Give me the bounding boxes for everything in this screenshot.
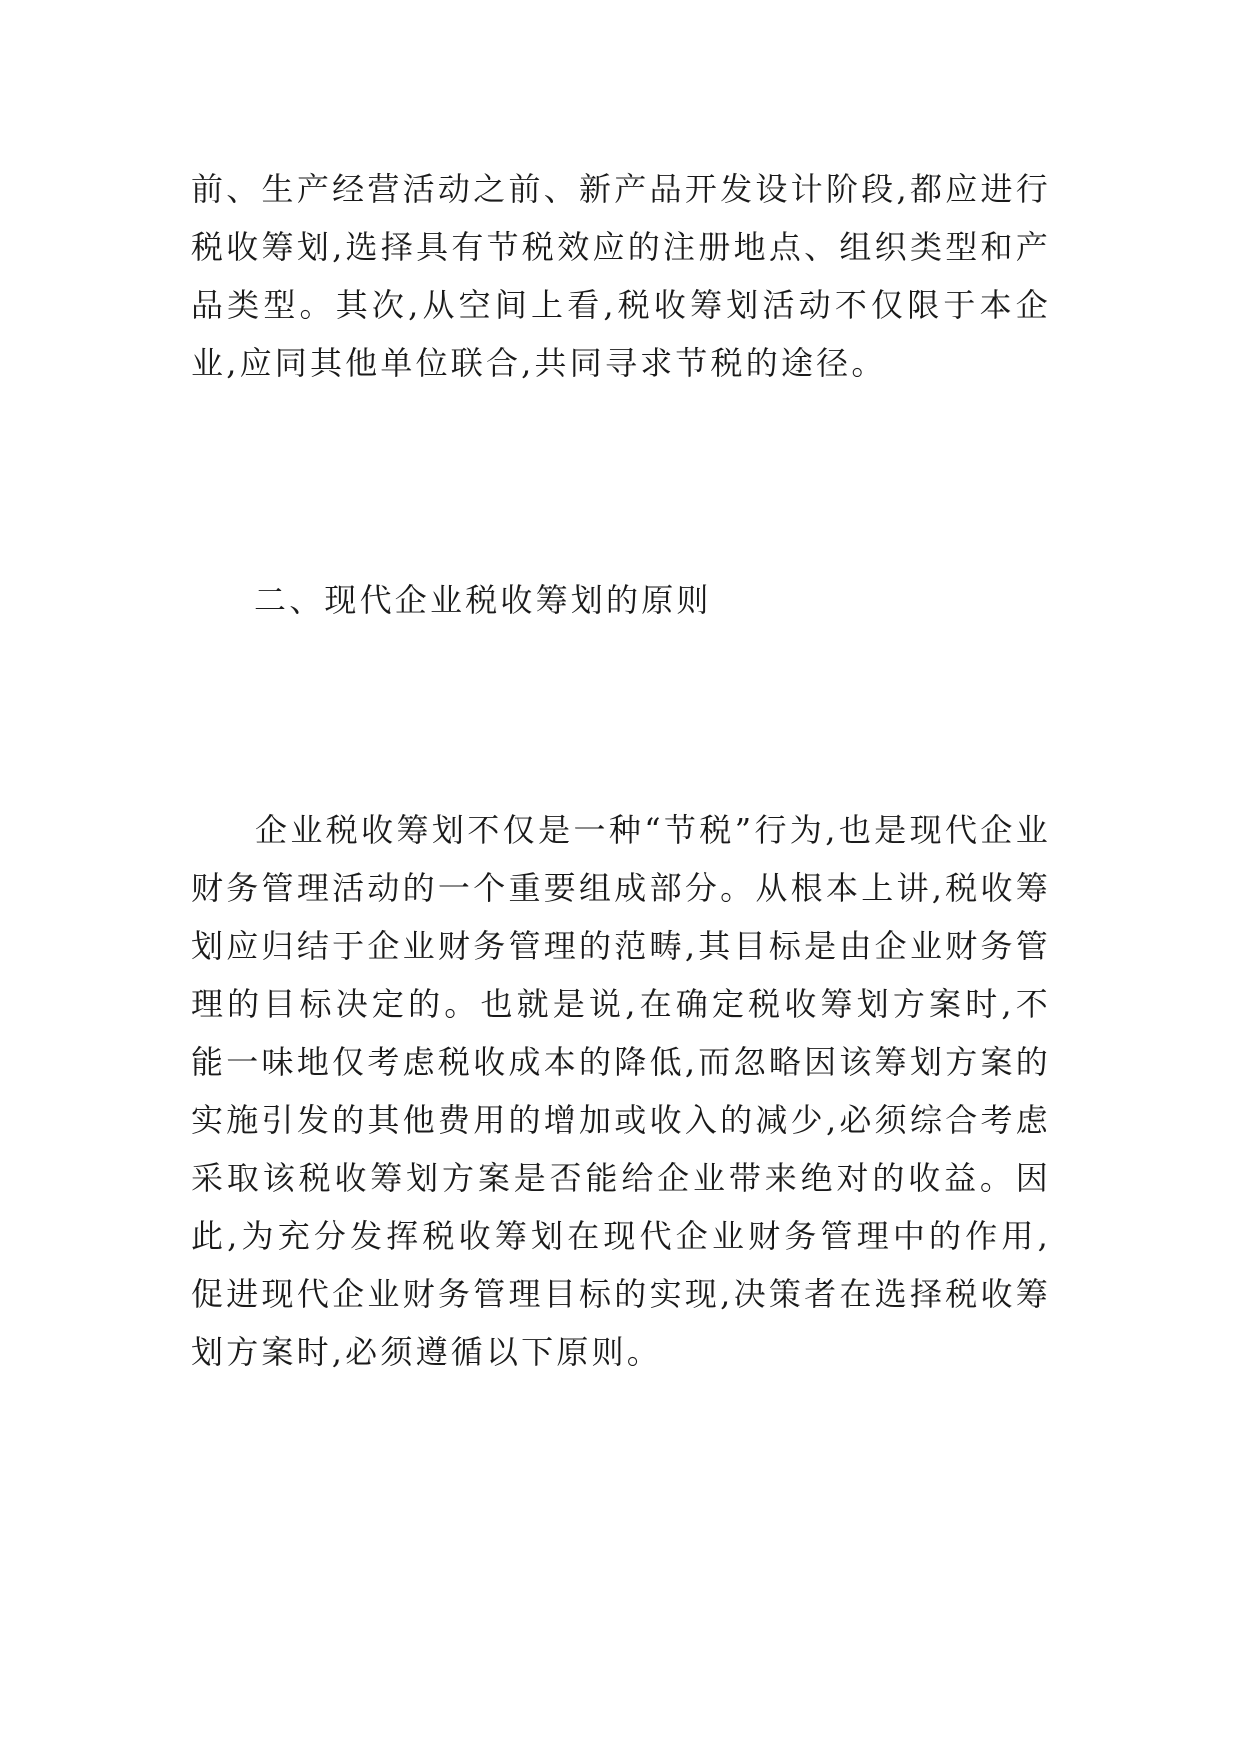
section-heading: 二、现代企业税收筹划的原则 <box>254 581 712 619</box>
paragraph-principles: 企业税收筹划不仅是一种“节税”行为,也是现代企业财务管理活动的一个重要组成部分。从根本上讲,税收筹划应归结于企业财务管理的范畴,其目标是由企业财务管理的目标决定的。也就是说,在确定税收筹划方案时,不能一味地仅考虑税收成本的降低,而忽略因该筹划方案的实施引发的其他费用的增加或收入的减少,必须综合考虑采取该税收筹划方案是否能给企业带来绝对的收益。因此,为充分发挥税收筹划在现代企业财务管理中的作用,促进现代企业财务管理目标的实现,决策者在选择税收筹划方案时,必须遵循以下原则。 <box>191 811 1051 1371</box>
paragraph-continued: 前、生产经营活动之前、新产品开发设计阶段,都应进行税收筹划,选择具有节税效应的注册地点、组织类型和产品类型。其次,从空间上看,税收筹划活动不仅限于本企业,应同其他单位联合,共同寻求节税的途径。 <box>191 170 1051 382</box>
